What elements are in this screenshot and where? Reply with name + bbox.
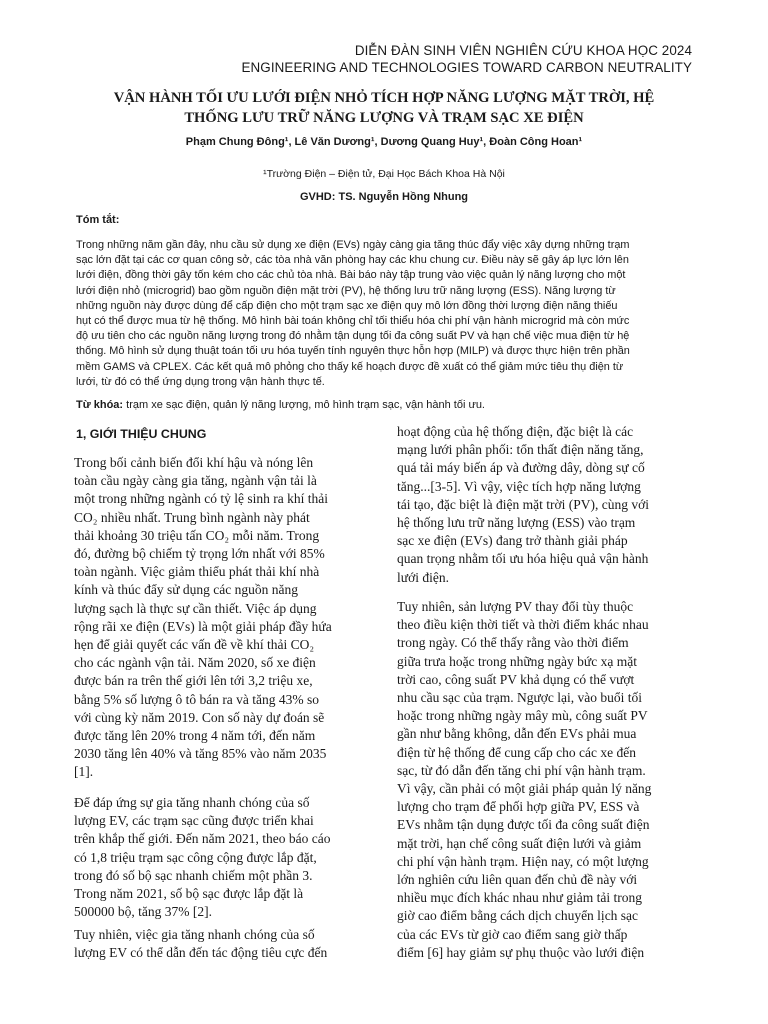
advisor: GVHD: TS. Nguyễn Hồng Nhung [299,191,469,203]
text-line: EVs nhằm tận dụng được tối đa công suất điện [397,817,650,833]
text-line: lớn nghiên cứu liên quan đến chủ đề này với [397,872,638,888]
text-line: 2030 tăng lên 40% và tăng 85% vào năm 2035 [74,746,327,762]
text-line: theo điều kiện thời tiết và thời điểm khác nhau [397,617,649,633]
text-line: trong đó số bộ sạc nhanh chiếm một phần 3. [74,867,313,883]
text-line: kính và thúc đẩy sử dụng các nguồn năng [74,582,299,598]
text-line: lượng EV, các trạm sạc cũng được triển khai [74,813,314,829]
keywords-label: Từ khóa: [76,399,124,411]
text-line: độ ưu tiên cho các nguồn năng lượng trong đó nhằm tận dụng tối đa công suất PV và hạn chế việc mua điện từ hệ [76,330,630,343]
text-line: trên khắp thế giới. Đến năm 2021, theo báo cáo [74,831,331,847]
text-line: thống. Mô hình sử dụng thuật toán tối ưu hóa tuyến tính nguyên thực hỗn hợp (MILP) và được thực hiện trên phần [76,345,630,358]
text-line: sạc lớn đặt tại các cơ quan công sở, các tòa nhà văn phòng hay các khu chung cư. Điều này sẽ gây áp lực lớn lên [76,254,629,267]
text-line: giữa trưa hoặc trong những ngày bức xạ mặt [397,653,637,669]
text-line: nhiều mục đích khác nhau như giảm tải trong [397,890,643,906]
text-line: Trong bối cảnh biến đổi khí hậu và nóng lên [74,455,314,470]
text-line: lượng cho trạm để phối hợp giữa PV, ESS và [397,799,640,815]
text-line: hoạt động của hệ thống điện, đặc biệt là các [397,424,634,439]
body-paragraph [74,454,332,782]
text-line: hệ thống lưu trữ năng lượng (ESS) vào trạm [397,515,636,531]
text-line: hẹn để giải quyết các vấn đề về khí thải CO₂ [74,637,315,653]
text-line: tăng...[3-5]. Vì vậy, việc tích hợp năng lượng [397,478,641,494]
text-line: của các EVs từ giờ cao điểm sang giờ thấp [397,926,628,942]
body-paragraph [74,926,327,962]
text-line: hoặc trong những ngày mây mù, công suất PV [397,708,648,724]
body-paragraph [397,423,649,587]
text-line: toàn ngành. Việc giảm thiểu phát thải khí nhà [74,564,320,580]
text-line: mặt trời, hạn chế công suất điện lưới và giảm [397,835,642,851]
text-line: chi phí vận hành trạm. Hiện nay, có một lượng [397,853,649,869]
text-line: quá tải máy biến áp và đường dây, dòng sự cố [397,460,645,476]
text-line: 500000 bộ, tăng 37% [2]. [74,904,212,920]
text-line: rộng rãi xe điện (EVs) là một giải pháp đầy hứa [74,618,332,634]
text-line: lưới điện nhỏ (microgrid) bao gồm nguồn điện mặt trời (PV), hệ thống lưu trữ năng lượng (ESS). Năng lượng từ [76,284,616,297]
forum-title: DIỄN ĐÀN SINH VIÊN NGHIÊN CỨU KHOA HỌC 2024 [354,43,692,58]
paper-title [40,88,728,128]
text-line: trong ngày. Có thể thấy rằng vào thời điểm [397,635,629,651]
text-line: với cùng kỳ năm 2019. Con số này dự đoán sẽ [74,709,325,725]
abstract-heading: Tóm tắt: [76,214,120,226]
text-line: mạng lưới phân phối: tổn thất điện năng tăng, [397,442,644,458]
abstract-body [76,238,696,390]
text-line: hụt có thể được mua từ hệ thống. Mô hình bài toán không chỉ tối thiểu hóa chi phí vận hành microgrid mà còn mức [76,315,630,328]
text-line: sạc xe điện (EVs) đang trở thành giải pháp [397,533,628,549]
text-line: đó, đường bộ chiếm tỷ trọng lớn nhất với 85% [74,546,325,562]
keywords [76,399,485,411]
text-line: những nguồn này được dùng để cấp điện cho một trạm sạc xe điện quy mô lớn đồng thời lượng điện năng thiếu [76,299,618,312]
conference-header [92,42,692,76]
text-line: thải khoảng 30 triệu tấn CO₂ mỗi năm. Trong [74,527,320,543]
body-paragraph [397,598,651,962]
text-line: lượng EV có thể dẫn đến tác động tiêu cực đến [74,945,328,961]
text-line: Vì vậy, cần phải có một giải pháp quản lý năng [397,781,652,797]
text-line: được tăng lên 20% trong 4 năm tới, đến năm [74,728,316,744]
text-line: mềm GAMS và CPLEX. Các kết quả mô phỏng cho thấy kế hoạch được đề xuất có thể giảm mức tiêu thụ điện từ [76,360,624,373]
text-line: điểm [6] hay giảm sự phụ thuộc vào lưới điện [397,944,645,960]
text-line: quan trọng nhằm tối ưu hóa hiệu quả vận hành [397,551,649,567]
text-line: giờ cao điểm bằng cách dịch chuyển lịch sạc [397,908,639,924]
text-line: [1]. [74,764,94,780]
section-heading: 1, GIỚI THIỆU CHUNG [76,427,207,441]
author-list: Phạm Chung Đông¹, Lê Văn Dương¹, Dương Quang Huy¹, Đoàn Công Hoan¹ [185,136,583,148]
text-line: lưới điện, đồng thời gây tốn kém cho các chủ tòa nhà. Bài báo này tập trung vào việc quản lý năng lượng cho một [76,269,626,282]
body-paragraph [74,794,330,921]
forum-theme: ENGINEERING AND TECHNOLOGIES TOWARD CARBON NEUTRALITY [241,60,692,75]
text-line: một trong những ngành có tỷ lệ sinh ra khí thải [74,491,329,507]
text-line: có 1,8 triệu trạm sạc công cộng được lắp đặt, [74,849,317,865]
text-line: CO₂ nhiều nhất. Trung bình ngành này phát [74,509,310,525]
text-line: điện từ hệ thống để cung cấp cho các xe đến [397,744,636,760]
text-line: gần như bằng không, dẫn đến EVs phải mua [397,726,637,742]
text-line: sạc, từ đó dẫn đến tăng chi phí vận hành trạm. [397,762,646,778]
keywords-text: trạm xe sạc điện, quản lý năng lượng, mô hình trạm sạc, vận hành tối ưu. [123,399,485,411]
text-line: lưới điện. [397,569,449,585]
text-line: lưới, từ đó có thể ứng dụng trong vận hành thực tế. [76,375,325,388]
text-line: được bán ra trên thế giới lên tới 3,2 triệu xe, [74,673,313,689]
text-line: nhu cầu sạc của trạm. Ngược lại, vào buổi tối [397,690,643,706]
text-line: bằng 5% số lượng ô tô bán ra và tăng 43% so [74,691,320,707]
paper-title-line-2: THỐNG LƯU TRỮ NĂNG LƯỢNG VÀ TRẠM SẠC XE ĐIỆN [184,110,584,126]
text-line: Tuy nhiên, sản lượng PV thay đổi tùy thuộc [397,599,634,614]
affiliation: ¹Trường Điện – Điện tử, Đại Học Bách Khoa Hà Nội [263,168,505,180]
text-line: Trong những năm gần đây, nhu cầu sử dụng xe điện (EVs) ngày càng gia tăng thúc đẩy việc xây dựng những trạm [76,239,630,251]
text-line: Để đáp ứng sự gia tăng nhanh chóng của số [74,795,310,810]
text-line: Tuy nhiên, việc gia tăng nhanh chóng của số [74,927,315,942]
text-line: lượng sạch là thực sự cần thiết. Việc áp dụng [74,600,317,616]
text-line: toàn cầu ngày càng gia tăng, ngành vận tải là [74,473,317,489]
paper-title-line-1: VẬN HÀNH TỐI ƯU LƯỚI ĐIỆN NHỎ TÍCH HỢP NĂNG LƯỢNG MẶT TRỜI, HỆ [113,90,655,106]
text-line: cho các ngành vận tải. Năm 2020, số xe điện [74,655,316,671]
text-line: Trong năm 2021, số bộ sạc được lắp đặt là [74,886,304,902]
text-line: tái tạo, đặc biệt là điện mặt trời (PV), cùng với [397,496,649,512]
text-line: trời cao, công suất PV khả dụng có thể vượt [397,671,635,687]
